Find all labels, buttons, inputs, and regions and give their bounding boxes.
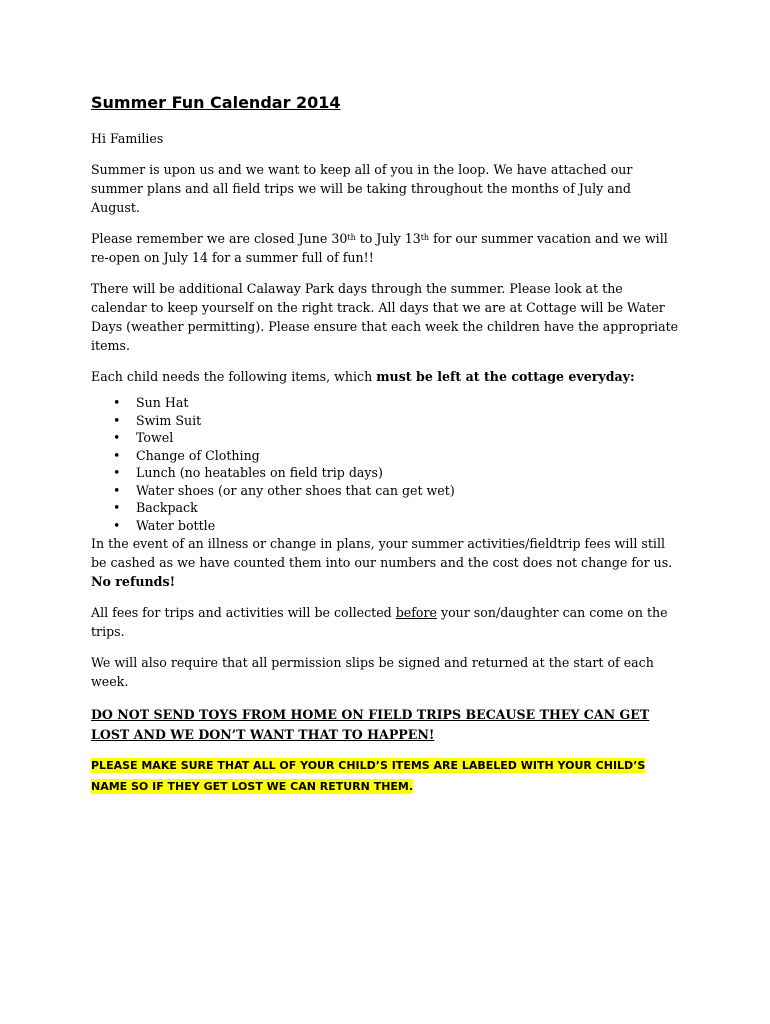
fees-text-2: your son/daughter can come on the trips. bbox=[91, 605, 668, 639]
intro-paragraph: Summer is upon us and we want to keep all of you in the loop. We have attached our summer plans and all field trips we will be taking throughout the months of July and August. bbox=[91, 162, 633, 215]
page-title: Summer Fun Calendar 2014 bbox=[91, 93, 341, 112]
fees-underlined: before bbox=[395, 605, 437, 620]
items-intro-lead: Each child needs the following items, which bbox=[91, 369, 377, 384]
refund-text: In the event of an illness or change in plans, your summer activities/fieldtrip fees will still be cashed as we have counted them into our numbers and the cost does not change for us. bbox=[91, 536, 673, 570]
permission-paragraph: We will also require that all permission slips be signed and returned at the start of each week. bbox=[91, 655, 654, 689]
closure-sup-1: th bbox=[347, 233, 356, 242]
fees-paragraph bbox=[91, 603, 681, 641]
label-notice bbox=[91, 755, 673, 797]
fees-text-1: All fees for trips and activities will be collected bbox=[91, 605, 396, 620]
calaway-paragraph: There will be additional Calaway Park days through the summer. Please look at the calendar to keep yourself on the right track. All days that we are at Cottage will be Water Days (weather permitting). Please ensure that each week the children have the appropriate items. bbox=[91, 281, 679, 353]
closure-text-3: for our summer vacation and we will re-open on July 14 for a summer full of fun!! bbox=[91, 231, 668, 265]
closure-text-1: Please remember we are closed June 30 bbox=[91, 231, 348, 246]
list-item: • Water shoes (or any other shoes that can get wet) bbox=[91, 482, 681, 500]
list-item: • Lunch (no heatables on field trip days) bbox=[91, 464, 681, 482]
list-item: • Swim Suit bbox=[91, 412, 681, 430]
refund-paragraph bbox=[91, 534, 681, 591]
closure-paragraph bbox=[91, 229, 681, 267]
items-list bbox=[91, 394, 681, 534]
document-body bbox=[91, 92, 681, 797]
items-intro-bold: must be left at the cottage everyday: bbox=[376, 369, 635, 384]
greeting: Hi Families bbox=[91, 131, 164, 146]
list-item: • Backpack bbox=[91, 499, 681, 517]
items-intro bbox=[91, 367, 681, 386]
no-refunds-text: No refunds! bbox=[91, 574, 176, 589]
list-item: • Sun Hat bbox=[91, 394, 681, 412]
list-item: • Towel bbox=[91, 429, 681, 447]
label-notice-highlight: PLEASE MAKE SURE THAT ALL OF YOUR CHILD’S ITEMS ARE LABELED WITH YOUR CHILD’S NAME SO IF THEY GET LOST WE CAN RETURN THEM. bbox=[91, 759, 646, 793]
closure-text-2: to July 13 bbox=[355, 231, 421, 246]
toys-warning: DO NOT SEND TOYS FROM HOME ON FIELD TRIPS BECAUSE THEY CAN GET LOST AND WE DON’T WANT THAT TO HAPPEN! bbox=[91, 707, 650, 742]
list-item: • Water bottle bbox=[91, 517, 681, 535]
closure-sup-2: th bbox=[420, 233, 430, 242]
list-item: • Change of Clothing bbox=[91, 447, 681, 465]
